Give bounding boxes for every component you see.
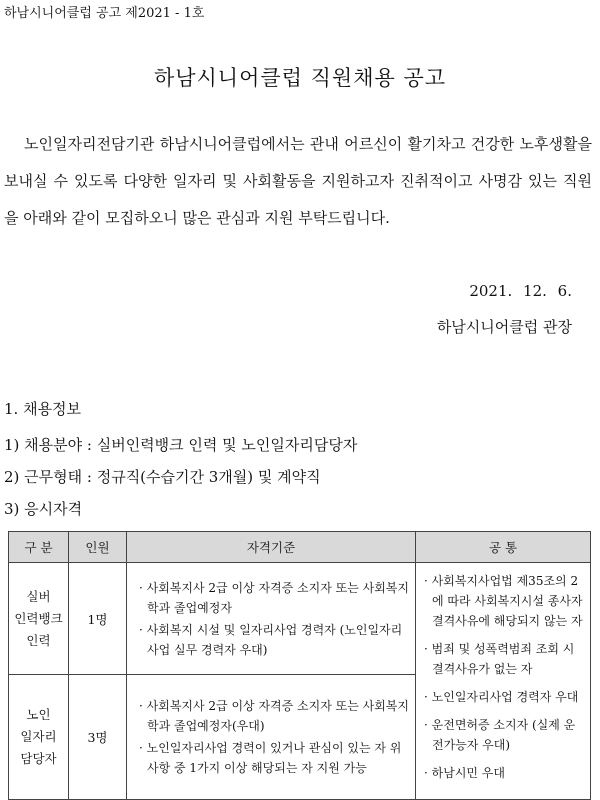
intro-paragraph: 노인일자리전담기관 하남시니어클럽에서는 관내 어르신이 활기차고 건강한 노후생활을 보내실 수 있도록 다양한 일자리 및 사회활동을 지원하고자 진취적이고 사명감 있는 직원을 아래와 같이 모집하오니 많은 관심과 지원 부탁드립니다. bbox=[4, 135, 592, 227]
table-header-count: 인원 bbox=[69, 532, 127, 563]
notice-number: 하남시니어클럽 공고 제2021 - 1호 bbox=[4, 6, 205, 21]
page-title: 하남시니어클럽 직원채용 공고 bbox=[153, 66, 447, 90]
table-header-criteria: 자격기준 bbox=[127, 532, 416, 563]
section-item-field: 1) 채용분야 : 실버인력뱅크 인력 및 노인일자리담당자 bbox=[4, 436, 358, 454]
category-cell: 노인 일자리 담당자 bbox=[9, 675, 69, 800]
section-item-qualifications: 3) 응시자격 bbox=[4, 500, 83, 518]
criteria-cell bbox=[127, 675, 416, 800]
criteria-item: · 노인일자리사업 경력이 있거나 관심이 있는 자 위 사항 중 1가지 이상 해당되는 자 지원 가능 bbox=[139, 741, 402, 776]
common-item: · 범죄 및 성폭력범죄 조회 시 결격사유가 없는 자 bbox=[424, 642, 575, 676]
common-item: · 운전면허증 소지자 (실제 운전가능자 우대) bbox=[424, 718, 576, 752]
common-item: · 하남시민 우대 bbox=[424, 766, 505, 780]
section-heading-recruit-info: 1. 채용정보 bbox=[4, 400, 82, 418]
table-header-row bbox=[9, 532, 591, 563]
common-item: · 노인일자리사업 경력자 우대 bbox=[424, 690, 579, 704]
common-cell bbox=[416, 563, 591, 800]
notice-date: 2021. 12. 6. bbox=[469, 282, 572, 300]
criteria-item: · 사회복지 시설 및 일자리사업 경력자 (노인일자리사업 실무 경력자 우대) bbox=[139, 622, 403, 657]
qualification-table bbox=[8, 531, 591, 800]
criteria-cell bbox=[127, 563, 416, 675]
common-item: · 사회복지사업법 제35조의 2에 따라 사회복지시설 종사자 결격사유에 해당되지 않는 자 bbox=[424, 574, 583, 628]
count-cell: 1명 bbox=[69, 563, 127, 675]
criteria-item: · 사회복지사 2급 이상 자격증 소지자 또는 사회복지학과 졸업예정자 bbox=[139, 580, 409, 615]
table-row bbox=[9, 563, 591, 675]
category-cell: 실버 인력뱅크 인력 bbox=[9, 563, 69, 675]
criteria-item: · 사회복지사 2급 이상 자격증 소지자 또는 사회복지학과 졸업예정자(우대) bbox=[139, 699, 409, 734]
table-header-common: 공 통 bbox=[416, 532, 591, 563]
issuing-organization: 하남시니어클럽 관장 bbox=[436, 318, 572, 336]
section-item-employment-type: 2) 근무형태 : 정규직(수습기간 3개월) 및 계약직 bbox=[4, 468, 321, 486]
count-cell: 3명 bbox=[69, 675, 127, 800]
table-header-category: 구 분 bbox=[9, 532, 69, 563]
